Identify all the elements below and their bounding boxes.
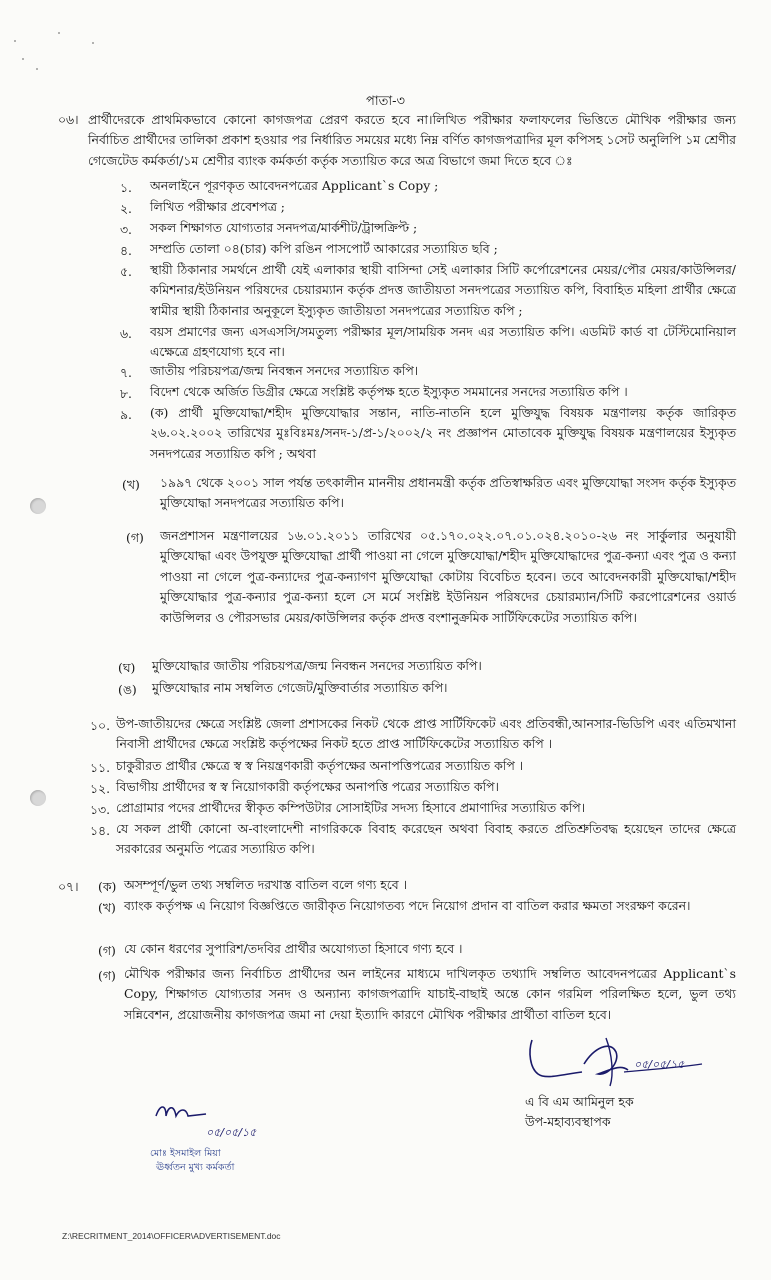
sec7-a-text: অসম্পূর্ণ/ভুল তথ্য সম্বলিত দরখাস্ত বাতিল বলে গণ্য হবে । bbox=[124, 877, 408, 892]
item-5-number: ৫. bbox=[120, 264, 132, 279]
item-9d-text: মুক্তিযোদ্ধার জাতীয় পরিচয়পত্র/জন্ম নিবন্ধন সনদের সত্যায়িত কপি। bbox=[152, 658, 482, 673]
sec7-b-label: (খ) bbox=[98, 900, 116, 915]
signatory-designation: উপ-মহাব্যবস্থাপক bbox=[525, 1114, 611, 1129]
item-11-number: ১১. bbox=[90, 760, 111, 775]
punch-hole bbox=[30, 498, 46, 514]
item-2-number: ২. bbox=[120, 201, 132, 216]
item-1-text: অনলাইনে পূরণকৃত আবেদনপত্রের Applicant`s Copy ; bbox=[150, 178, 439, 193]
item-7-number: ৭. bbox=[120, 365, 132, 380]
item-6-number: ৬. bbox=[120, 326, 132, 341]
stamp-name: মোঃ ইসমাইল মিয়া bbox=[150, 1148, 221, 1159]
item-12-text: বিভাগীয় প্রার্থীদের স্ব স্ব নিয়োগকারী কর্তৃপক্ষের অনাপত্তি পত্রের সত্যায়িত কপি। bbox=[116, 779, 499, 794]
item-9-number: ৯. bbox=[120, 407, 132, 422]
signature-date-stroke: ০৫/০৫/১৫ bbox=[634, 1058, 685, 1071]
sec7-a-label: (ক) bbox=[98, 879, 117, 894]
item-9-text: (ক) প্রার্থী মুক্তিযোদ্ধা/শহীদ মুক্তিযোদ্ধার সন্তান, নাতি-নাতনি হলে মুক্তিযুদ্ধ বিষয়ক মন্ত্রণালয় কর্তৃক জারিকৃত ২৬.০২.২০০২ তারিখের মুঃবিঃমঃ/সনদ-১/প্র-১/২০০২/২ নং প্রজ্ঞাপন মোতাবেক মুক্তিযুদ্ধ বিষয়ক মন্ত্রণালয়ের ইস্যুকৃত সনদপত্রের সত্যায়িত কপি ; অথবা bbox=[150, 405, 736, 461]
sec7-d-text: মৌখিক পরীক্ষার জন্য নির্বাচিত প্রার্থীদের অন লাইনের মাধ্যমে দাখিলকৃত তথ্যাদি সম্বলিত আবেদনপত্রের Applicant`s Copy, শিক্ষাগত যোগ্যতার সনদ ও অন্যান্য কাগজপত্রাদি যাচাই-বাছাই অন্তে কোন গরমিল পরিলক্ষিত হলে, ভুল তথ্য সন্নিবেশন, প্রয়োজনীয় কাগজপত্র জমা না দেয়া ইত্যাদি কারণে মৌখিক পরীক্ষার প্রার্থীতা বাতিল হবে। bbox=[124, 966, 736, 1022]
section-6-number: ০৬। bbox=[58, 112, 79, 127]
item-13-text: প্রোগ্রামার পদের প্রার্থীদের স্বীকৃত কম্পিউটার সোসাইটির সদস্য হিসাবে প্রমাণাদির সত্যায়িত কপি। bbox=[116, 800, 586, 815]
initials-and-stamp bbox=[146, 1098, 286, 1180]
sec7-c-text: যে কোন ধরণের সুপারিশ/তদবির প্রার্থীর অযোগ্যতা হিসাবে গণ্য হবে । bbox=[124, 941, 463, 956]
item-8-text: বিদেশ থেকে অর্জিত ডিগ্রীর ক্ষেত্রে সংশ্লিষ্ট কর্তৃপক্ষ হতে ইস্যুকৃত সমমানের সনদের সত্যায়িত কপি । bbox=[150, 384, 628, 399]
punch-hole bbox=[30, 790, 46, 806]
item-9b-label: (খ) bbox=[122, 477, 140, 492]
initials-date: ০৫/০৫/১৫ bbox=[206, 1126, 257, 1139]
item-11-text: চাকুরীরত প্রার্থীর ক্ষেত্রে স্ব স্ব নিয়ন্ত্রণকারী কর্তৃপক্ষের অনাপত্তিপত্রের সত্যায়িত কপি । bbox=[116, 758, 524, 773]
item-4-text: সম্প্রতি তোলা ০৪(চার) কপি রঙিন পাসপোর্ট আকারের সত্যায়িত ছবি ; bbox=[150, 241, 498, 256]
scan-speck bbox=[14, 40, 16, 42]
item-9b-text: ১৯৯৭ থেকে ২০০১ সাল পর্যন্ত তৎকালীন মাননীয় প্রধানমন্ত্রী কর্তৃক প্রতিস্বাক্ষরিত এবং মুক্তিযোদ্ধা সংসদ কর্তৃক ইস্যুকৃত মুক্তিযোদ্ধা সনদপত্রের সত্যায়িত কপি। bbox=[160, 475, 736, 511]
stamp-designation: ঊর্ধ্বতন মুখ্য কর্মকর্তা bbox=[156, 1162, 235, 1173]
item-2-text: লিখিত পরীক্ষার প্রবেশপত্র ; bbox=[150, 199, 285, 214]
item-1-number: ১. bbox=[120, 180, 132, 195]
handwritten-signature-main bbox=[524, 1034, 714, 1090]
item-3-number: ৩. bbox=[120, 222, 132, 237]
item-9e-text: মুক্তিযোদ্ধার নাম সম্বলিত গেজেট/মুক্তিবার্তার সত্যায়িত কপি। bbox=[152, 680, 448, 695]
item-10-text: উপ-জাতীয়দের ক্ষেত্রে সংশ্লিষ্ট জেলা প্রশাসকের নিকট থেকে প্রাপ্ত সার্টিফিকেট এবং প্রতিবন্ধী,আনসার-ভিডিপি এবং এতিমখানা নিবাসী প্রার্থীদের ক্ষেত্রে সংশ্লিষ্ট কর্তৃপক্ষের নিকট হতে প্রাপ্ত সার্টিফিকেটের সত্যায়িত কপি । bbox=[116, 716, 736, 752]
item-4-number: ৪. bbox=[120, 243, 132, 258]
signatory-block bbox=[525, 1092, 634, 1132]
item-10-number: ১০. bbox=[90, 718, 111, 733]
item-7-text: জাতীয় পরিচয়পত্র/জন্ম নিবন্ধন সনদের সত্যায়িত কপি। bbox=[150, 363, 419, 378]
signatory-name: এ বি এম আমিনুল হক bbox=[525, 1094, 634, 1109]
scan-speck bbox=[22, 58, 24, 60]
page-number: পাতা-৩ bbox=[366, 94, 405, 109]
item-14-text: যে সকল প্রার্থী কোনো অ-বাংলাদেশী নাগরিককে বিবাহ করেছেন অথবা বিবাহ করতে প্রতিশ্রুতিবদ্ধ হয়েছেন তাদের ক্ষেত্রে সরকারের অনুমতি পত্রের সত্যায়িত কপি। bbox=[116, 821, 736, 857]
scan-speck bbox=[36, 68, 38, 70]
item-13-number: ১৩. bbox=[90, 802, 111, 817]
item-9c-text: জনপ্রশাসন মন্ত্রণালয়ের ১৬.০১.২০১১ তারিখের ০৫.১৭০.০২২.০৭.০১.০২৪.২০১০-২৬ নং সার্কুলার অনুযায়ী মুক্তিযোদ্ধা এবং উপযুক্ত মুক্তিযোদ্ধা প্রার্থী পাওয়া না গেলে মুক্তিযোদ্ধা/শহীদ মুক্তিযোদ্ধাদের পুত্র-কন্যা এবং পুত্র ও কন্যা পাওয়া না গেলে পুত্র-কন্যাদের পুত্র-কন্যাগণ মুক্তিযোদ্ধা কোটায় বিবেচিত হবেন। তবে আবেদনকারী মুক্তিযোদ্ধা/শহীদ মুক্তিযোদ্ধার পুত্র-কন্যার পুত্র-কন্যা হলে সে মর্মে সংশ্লিষ্ট ইউনিয়ন পরিষদের চেয়ারম্যান/সিটি করপোরেশনের ওয়ার্ড কাউন্সিলর ও পৌরসভার মেয়র/কাউন্সিলর কর্তৃক প্রদত্ত বংশানুক্রমিক সার্টিফিকেটের সত্যায়িত কপি। bbox=[160, 528, 736, 625]
sec7-b-text: ব্যাংক কর্তৃপক্ষ এ নিয়োগ বিজ্ঞপ্তিতে জারীকৃত নিয়োগতব্য পদে নিয়োগ প্রদান বা বাতিল করার ক্ষমতা সংরক্ষণ করেন। bbox=[124, 898, 691, 913]
sec7-c-label: (গ) bbox=[98, 943, 116, 958]
item-5-text: স্থায়ী ঠিকানার সমর্থনে প্রার্থী যেই এলাকার স্থায়ী বাসিন্দা সেই এলাকার সিটি কর্পোরেশনের মেয়র/পৌর মেয়র/কাউন্সিলর/কমিশনার/ইউনিয়ন পরিষদের চেয়ারম্যান কর্তৃক প্রদত্ত জাতীয়তা সনদপত্রের সত্যায়িত কপি, বিবাহিত মহিলা প্রার্থীর ক্ষেত্রে স্বামীর স্থায়ী ঠিকানার অনুকূলে ইস্যুকৃত জাতীয়তা সনদপত্রের সত্যায়িত কপি ; bbox=[150, 262, 736, 318]
item-12-number: ১২. bbox=[90, 781, 111, 796]
scan-speck bbox=[58, 32, 60, 34]
item-9d-label: (ঘ) bbox=[118, 660, 136, 675]
section-7-number: ০৭। bbox=[58, 879, 79, 894]
item-8-number: ৮. bbox=[120, 386, 132, 401]
scan-speck bbox=[92, 42, 94, 44]
item-3-text: সকল শিক্ষাগত যোগ্যতার সনদপত্র/মার্কশীট/ট্রান্সক্রিপ্ট ; bbox=[150, 220, 418, 235]
section-6-intro: প্রার্থীদেরকে প্রাথমিকভাবে কোনো কাগজপত্র প্রেরণ করতে হবে না।লিখিত পরীক্ষার ফলাফলের ভিত্তিতে মৌখিক পরীক্ষার জন্য নির্বাচিত প্রার্থীদের তালিকা প্রকাশ হওয়ার পর নির্ধারিত সময়ের মধ্যে নিম্ন বর্ণিত কাগজপত্রাদির মূল কপিসহ ১সেট অনুলিপি ১ম শ্রেণীর গেজেটেড কর্মকর্তা/১ম শ্রেণীর ব্যাংক কর্মকর্তা কর্তৃক সত্যায়িত করে অত্র বিভাগে জমা দিতে হবে ঃ bbox=[88, 112, 736, 168]
file-path-footer: Z:\RECRITMENT_2014\OFFICER\ADVERTISEMENT.doc bbox=[62, 1231, 281, 1241]
sec7-d-label: (গ) bbox=[98, 968, 116, 983]
item-14-number: ১৪. bbox=[90, 823, 111, 838]
item-6-text: বয়স প্রমাণের জন্য এসএসসি/সমতুল্য পরীক্ষার মূল/সাময়িক সনদ এর সত্যায়িত কপি। এডমিট কার্ড বা টেস্টিমোনিয়াল এক্ষেত্রে গ্রহণযোগ্য হবে না। bbox=[150, 324, 736, 360]
item-9e-label: (ঙ) bbox=[118, 682, 137, 697]
item-9c-label: (গ) bbox=[126, 530, 144, 545]
